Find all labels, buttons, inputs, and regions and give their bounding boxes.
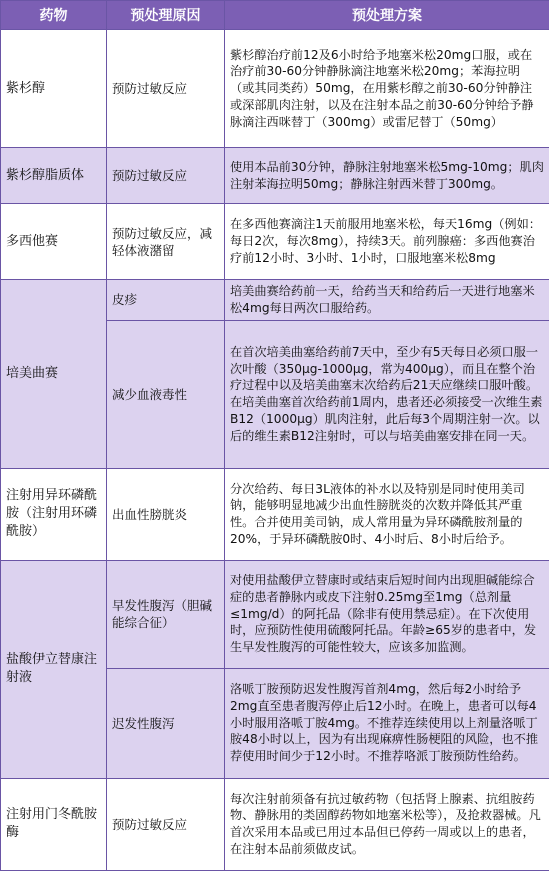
plan-cell: 紫杉醇治疗前12及6小时给予地塞米松20mg口服，或在治疗前30-60分钟静脉滴注地塞米松20mg；苯海拉明（或其同类药）50mg，在用紫杉醇之前30-60分钟静注或深部肌肉注射，以及在注射本品之前30-60分钟给予静脉滴注西咪替丁（300mg）或雷尼替丁（50mg） <box>225 30 549 148</box>
table-row <box>1 468 549 560</box>
table-row <box>1 778 549 870</box>
reason-cell: 预防过敏反应 <box>107 148 225 204</box>
reason-cell: 预防过敏反应，减轻体液潴留 <box>107 204 225 280</box>
plan-cell: 每次注射前须备有抗过敏药物（包括肾上腺素、抗组胺药物、静脉用的类固醇药物如地塞米松等），及抢救器械。凡首次采用本品或已用过本品但已停药一周或以上的患者，在注射本品前须做皮试。 <box>225 778 549 870</box>
reason-cell: 早发性腹泻（胆碱能综合征） <box>107 560 225 668</box>
drug-cell: 紫杉醇脂质体 <box>1 148 107 204</box>
plan-cell: 分次给药、每日3L液体的补水以及特别是同时使用美司钠，能够明显地减少出血性膀胱炎的次数并降低其严重性。合并使用美司钠，成人常用量为异环磷酰胺剂量的20%，于异环磷酰胺0时、4小时后、8小时后给予。 <box>225 468 549 560</box>
drug-cell: 培美曲赛 <box>1 280 107 469</box>
plan-cell: 对使用盐酸伊立替康时或结束后短时间内出现胆碱能综合症的患者静脉内或皮下注射0.25mg至1mg（总剂量≤1mg/d）的阿托品（除非有使用禁忌症）。在下次使用时，应预防性使用硫酸阿托品。年龄≥65岁的患者中，发生早发性腹泻的可能性较大，应该多加监测。 <box>225 560 549 668</box>
reason-cell: 迟发性腹泻 <box>107 668 225 778</box>
plan-cell: 洛哌丁胺预防迟发性腹泻首剂4mg，然后每2小时给予2mg直至患者腹泻停止后12小时。在晚上，患者可以每4小时服用洛哌丁胺4mg。不推荐连续使用以上剂量洛哌丁胺48小时以上，因为有出现麻痹性肠梗阻的风险，也不推荐使用时间少于12小时。不推荐咯派丁胺预防性给药。 <box>225 668 549 778</box>
table-row <box>1 204 549 280</box>
reason-cell: 皮疹 <box>107 280 225 321</box>
table-row <box>1 148 549 204</box>
plan-cell: 在多西他赛滴注1天前服用地塞米松，每天16mg（例如：每日2次，每次8mg），持续3天。前列腺癌：多西他赛治疗前12小时、3小时、1小时，口服地塞米松8mg <box>225 204 549 280</box>
header-plan: 预处理方案 <box>225 1 549 30</box>
header-reason: 预处理原因 <box>107 1 225 30</box>
reason-cell: 减少血液毒性 <box>107 320 225 468</box>
plan-cell: 使用本品前30分钟，静脉注射地塞米松5mg-10mg；肌肉注射苯海拉明50mg；静脉注射西米替丁300mg。 <box>225 148 549 204</box>
drug-cell: 注射用门冬酰胺酶 <box>1 778 107 870</box>
drug-cell: 注射用异环磷酰胺（注射用环磷酰胺） <box>1 468 107 560</box>
table-row <box>1 280 549 321</box>
drug-cell: 紫杉醇 <box>1 30 107 148</box>
header-row <box>1 1 549 30</box>
plan-cell: 培美曲赛给药前一天，给药当天和给药后一天进行地塞米松4mg每日两次口服给药。 <box>225 280 549 321</box>
plan-cell: 在首次培美曲塞给药前7天中，至少有5天每日必须口服一次叶酸（350μg-1000μg，常为400μg），而且在整个治疗过程中以及培美曲塞末次给药后21天应继续口服叶酸。在培美曲塞首次给药前1周内，患者还必须接受一次维生素B12（1000μg）肌肉注射，此后每3个周期注射一次。以后的维生素B12注射时，可以与培美曲塞安排在同一天。 <box>225 320 549 468</box>
table-row <box>1 560 549 668</box>
reason-cell: 预防过敏反应 <box>107 778 225 870</box>
reason-cell: 出血性膀胱炎 <box>107 468 225 560</box>
header-drug: 药物 <box>1 1 107 30</box>
table-row <box>1 30 549 148</box>
drug-cell: 多西他赛 <box>1 204 107 280</box>
reason-cell: 预防过敏反应 <box>107 30 225 148</box>
drug-cell: 盐酸伊立替康注射液 <box>1 560 107 778</box>
